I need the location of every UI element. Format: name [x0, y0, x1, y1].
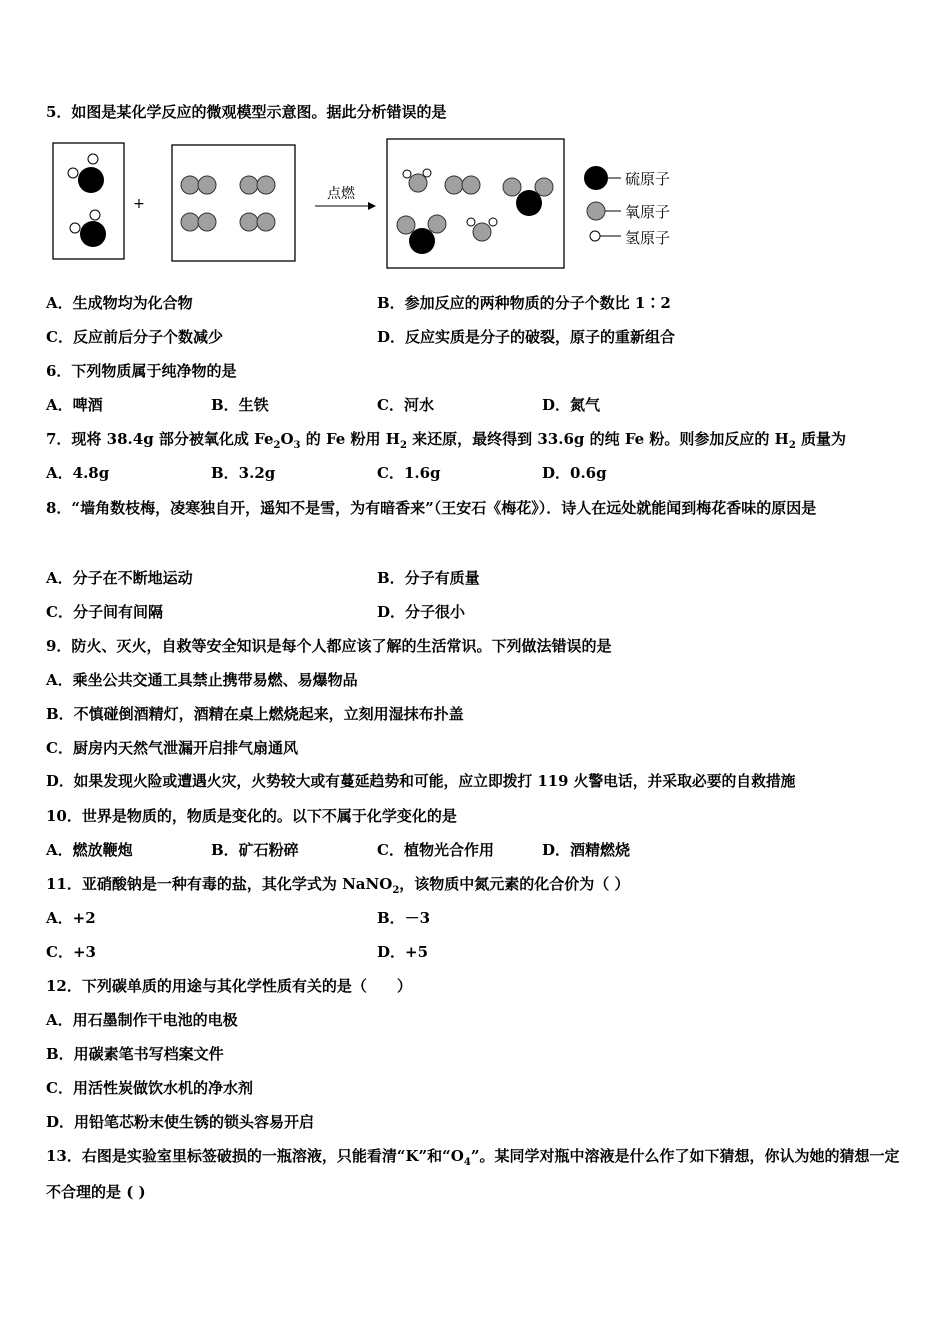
q8-option-a: A．分子在不断地运动: [46, 569, 193, 587]
legend-oxygen: [587, 202, 670, 221]
plus-sign: +: [133, 196, 145, 212]
h2o-molecule-2: [467, 218, 497, 241]
q6-option-b: B．生铁: [211, 396, 269, 414]
q9-option-c: C．厨房内天然气泄漏开启排气扇通风: [46, 739, 298, 757]
o2-molecule-leftover: [445, 176, 480, 194]
q5-reaction-figure: [46, 136, 696, 276]
q9-stem: 9．防火、灭火，自救等安全知识是每个人都应该了解的生活常识。下列做法错误的是: [46, 637, 612, 655]
q10-option-a: A．燃放鞭炮: [46, 841, 133, 859]
q7-option-d: D．0.6g: [542, 464, 607, 482]
q6-option-c: C．河水: [377, 396, 434, 414]
q12-option-a: A．用石墨制作干电池的电极: [46, 1011, 238, 1029]
q5-option-a: A．生成物均为化合物: [46, 294, 193, 312]
o2-molecule-2: [240, 176, 275, 194]
q11-option-b: B．－3: [377, 909, 431, 927]
q8-option-c: C．分子间有间隔: [46, 603, 163, 621]
q10-option-b: B．矿石粉碎: [211, 841, 299, 859]
q9-option-a: A．乘坐公共交通工具禁止携带易燃、易爆物品: [46, 671, 358, 689]
q11-option-c: C．+3: [46, 943, 96, 961]
q7-option-c: C．1.6g: [377, 464, 441, 482]
q8-option-b: B．分子有质量: [377, 569, 480, 587]
q7-option-a: A．4.8g: [46, 464, 110, 482]
q8-option-d: D．分子很小: [377, 603, 466, 621]
h2s-molecule-2: [70, 210, 106, 247]
o2-molecule-1: [181, 176, 216, 194]
q5-stem: 5．如图是某化学反应的微观模型示意图。据此分析错误的是: [46, 103, 447, 121]
q12-option-b: B．用碳素笔书写档案文件: [46, 1045, 224, 1063]
q6-option-a: A．啤酒: [46, 396, 103, 414]
legend-sulfur-label: 硫原子: [625, 170, 671, 188]
q10-option-d: D．酒精燃烧: [542, 841, 631, 859]
q5-option-b: B．参加反应的两种物质的分子个数比 1∶2: [377, 294, 671, 312]
q12-option-d: D．用铅笔芯粉末使生锈的锁头容易开启: [46, 1113, 315, 1131]
q5-option-c: C．反应前后分子个数减少: [46, 328, 223, 346]
q10-stem: 10．世界是物质的，物质是变化的。以下不属于化学变化的是: [46, 807, 457, 825]
legend-sulfur: [584, 166, 670, 190]
o2-molecule-3: [181, 213, 216, 231]
q11-stem: 11．亚硝酸钠是一种有毒的盐，其化学式为 NaNO$_2$，该物质中氮元素的化合价为（ ）: [46, 875, 630, 896]
arrow-head-icon: [368, 202, 376, 210]
o2-molecule-4: [240, 213, 275, 231]
q13-stem: 13．右图是实验室里标签破损的一瓶溶液，只能看清“K”和“$O_4$”。某同学对瓶中溶液是什么作了如下猜想，你认为她的猜想一定不合理的是 ( ): [46, 1147, 900, 1201]
q6-stem: 6．下列物质属于纯净物的是: [46, 362, 237, 380]
q12-option-c: C．用活性炭做饮水机的净水剂: [46, 1079, 253, 1097]
q11-option-a: A．+2: [46, 909, 96, 927]
q10-option-c: C．植物光合作用: [377, 841, 494, 859]
q11-option-d: D．+5: [377, 943, 429, 961]
h2s-molecule-1: [68, 154, 104, 193]
q7-stem: 7．现将 38.4g 部分被氧化成 $Fe_2O_3$ 的 Fe 粉用 $H_2$ 来还原，最终得到 33.6g 的纯 Fe 粉。则参加反应的 $H_2$ 质量为: [46, 430, 847, 451]
legend-oxygen-label: 氧原子: [625, 203, 671, 221]
q9-option-d: D．如果发现火险或遭遇火灾，火势较大或有蔓延趋势和可能，应立即拨打 119 火警电话，并采取必要的自救措施: [46, 773, 796, 790]
q12-stem: 12．下列碳单质的用途与其化学性质有关的是（ ）: [46, 977, 412, 995]
q9-option-b: B．不慎碰倒酒精灯，酒精在桌上燃烧起来，立刻用湿抹布扑盖: [46, 705, 464, 723]
q8-stem: 8．“墙角数枝梅，凌寒独自开，遥知不是雪，为有暗香来”（王安石《梅花》）．诗人在远处就能闻到梅花香味的原因是: [46, 499, 817, 517]
q6-option-d: D．氮气: [542, 396, 601, 414]
so2-molecule-1: [503, 178, 553, 216]
so2-molecule-2: [397, 215, 446, 254]
h2o-molecule-1: [403, 169, 431, 192]
q5-option-d: D．反应实质是分子的破裂，原子的重新组合: [377, 328, 676, 346]
legend-hydrogen: [590, 229, 670, 247]
legend-hydrogen-label: 氢原子: [625, 229, 671, 247]
arrow-label: 点燃: [327, 186, 355, 202]
q7-option-b: B．3.2g: [211, 464, 276, 482]
reactant-box-2: [172, 145, 295, 261]
